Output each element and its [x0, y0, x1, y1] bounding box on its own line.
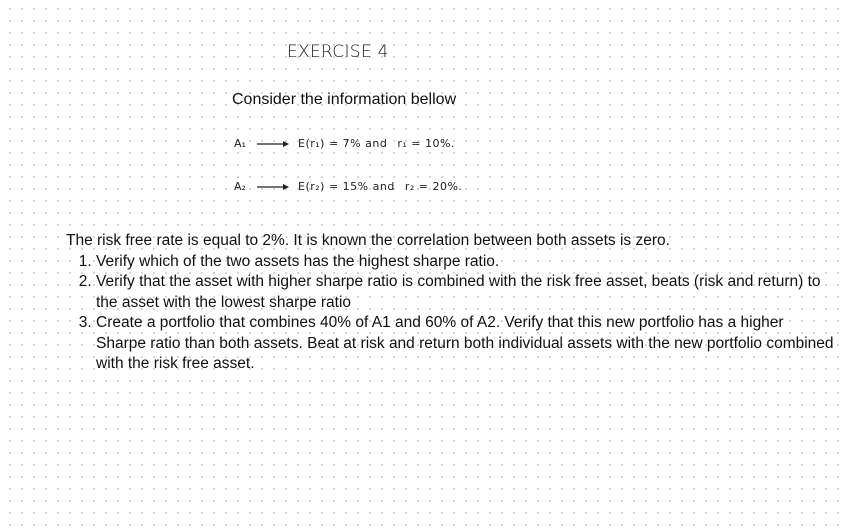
- question-list: [66, 252, 836, 375]
- asset-2-expected-return: E(r₂) = 15% and: [298, 180, 395, 193]
- asset-1-label: A₁: [234, 137, 246, 150]
- asset-2-risk: r₂ = 20%.: [404, 180, 463, 193]
- exercise-title: EXERCISE 4: [287, 42, 389, 62]
- question-item-1: 1. Verify which of the two assets has the highest sharpe ratio.: [96, 252, 836, 273]
- problem-statement: The risk free rate is equal to 2%. It is known the correlation between both assets is zero.: [66, 232, 670, 249]
- handwritten-asset-1: [234, 137, 455, 150]
- asset-1-expected-return: E(r₁) = 7% and: [298, 137, 388, 150]
- arrow-right-icon: [256, 139, 290, 149]
- asset-2-label: A₂: [234, 180, 246, 193]
- question-item-3: 3. Create a portfolio that combines 40% of A1 and 60% of A2. Verify that this new portfolio has a higher Sharpe ratio than both assets. Beat at risk and return both individual assets with the new portfolio combined with the risk free asset.: [96, 313, 836, 375]
- exercise-body: [66, 231, 836, 375]
- arrow-right-icon: [256, 182, 290, 192]
- asset-1-risk: r₁ = 10%.: [397, 137, 455, 150]
- handwritten-asset-2: [234, 180, 462, 193]
- intro-text: Consider the information bellow: [232, 91, 457, 108]
- question-item-2: 2. Verify that the asset with higher sharpe ratio is combined with the risk free asset, beats (risk and return) to the asset with the lowest sharpe ratio: [96, 272, 836, 313]
